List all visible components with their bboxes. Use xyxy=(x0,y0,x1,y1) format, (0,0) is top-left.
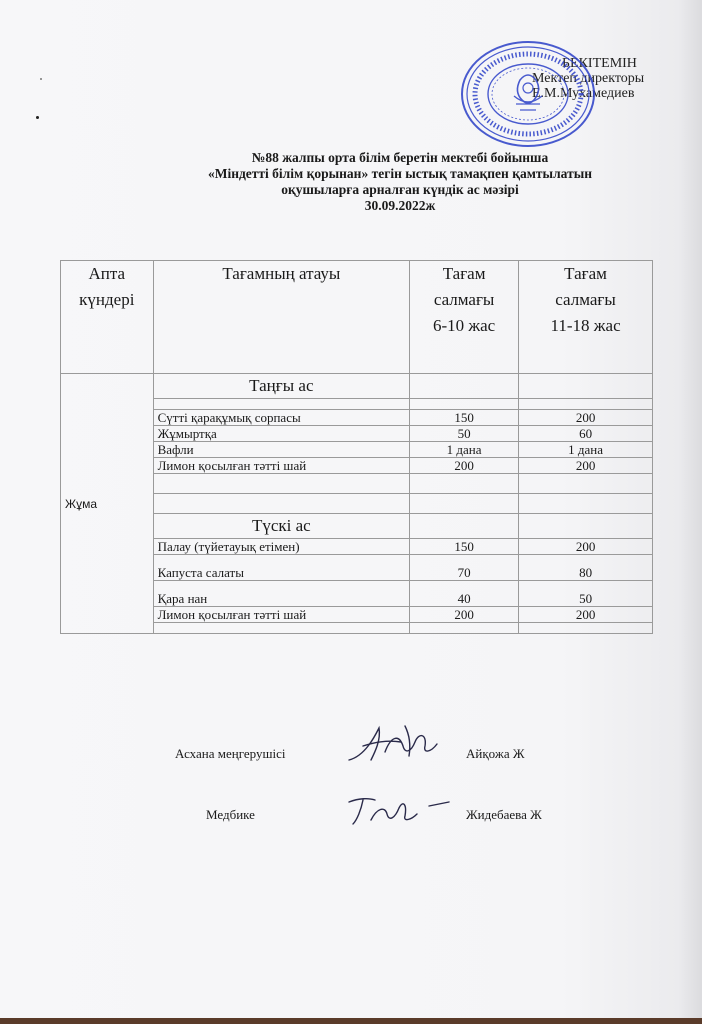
weight-young: 70 xyxy=(410,555,519,581)
title-line: «Міндетті білім қорынан» тегін ыстық тамақпен қамтылатын xyxy=(207,166,593,181)
dish-name: Капуста салаты xyxy=(153,555,409,581)
weight-old: 50 xyxy=(519,581,653,607)
weight-young: 150 xyxy=(410,410,519,426)
approval-line: Е.М.Мухамедиев xyxy=(532,86,635,101)
title-line: оқушыларға арналған күндік ас мәзірі xyxy=(281,182,519,197)
dish-name: Сүтті қарақұмық сорпасы xyxy=(153,410,409,426)
weight-young: 200 xyxy=(410,458,519,474)
header-weight-young: Тағам салмағы 6-10 жас xyxy=(410,261,519,374)
weight-old: 200 xyxy=(519,539,653,555)
weight-old: 200 xyxy=(519,410,653,426)
header-day: Апта күндері xyxy=(61,261,154,374)
document-title xyxy=(150,150,650,214)
school-seal-icon xyxy=(460,40,596,148)
dish-name: Палау (түйетауық етімен) xyxy=(153,539,409,555)
weight-old: 1 дана xyxy=(519,442,653,458)
speck xyxy=(40,78,42,80)
day-cell: Жұма xyxy=(61,374,154,634)
dish-name: Қара нан xyxy=(153,581,409,607)
weight-old: 200 xyxy=(519,458,653,474)
weight-old: 200 xyxy=(519,607,653,623)
dish-name: Лимон қосылған тәтті шай xyxy=(153,458,409,474)
dish-name: Лимон қосылған тәтті шай xyxy=(153,607,409,623)
canteen-role: Асхана меңгерушісі xyxy=(175,746,286,761)
title-line: №88 жалпы орта білім беретін мектебі бойынша xyxy=(251,150,549,165)
approval-line: БЕКІТЕМІН xyxy=(562,56,637,71)
meal-section-row xyxy=(61,374,653,399)
approval-line: Мектеп директоры xyxy=(532,71,645,86)
dish-name: Жұмыртқа xyxy=(153,426,409,442)
meal-label: Түскі ас xyxy=(153,514,409,539)
speck xyxy=(36,116,39,119)
weight-young: 1 дана xyxy=(410,442,519,458)
signature-icon xyxy=(345,722,445,768)
table-edge xyxy=(0,1018,702,1024)
weight-young: 200 xyxy=(410,607,519,623)
nurse-name: Жидебаева Ж xyxy=(466,807,542,822)
weight-old: 80 xyxy=(519,555,653,581)
header-dish: Тағамның атауы xyxy=(153,261,409,374)
weight-young: 40 xyxy=(410,581,519,607)
canteen-name: Айқожа Ж xyxy=(466,746,525,761)
weight-young: 150 xyxy=(410,539,519,555)
title-date: 30.09.2022ж xyxy=(364,198,436,213)
signature-icon xyxy=(345,792,455,828)
weight-old: 60 xyxy=(519,426,653,442)
header-weight-old: Тағам салмағы 11-18 жас xyxy=(519,261,653,374)
page-shadow xyxy=(678,0,702,1018)
menu-table xyxy=(60,260,653,634)
meal-label: Таңғы ас xyxy=(153,374,409,399)
weight-young: 50 xyxy=(410,426,519,442)
nurse-role: Медбике xyxy=(206,807,255,822)
table-header-row xyxy=(61,261,653,374)
dish-name: Вафли xyxy=(153,442,409,458)
